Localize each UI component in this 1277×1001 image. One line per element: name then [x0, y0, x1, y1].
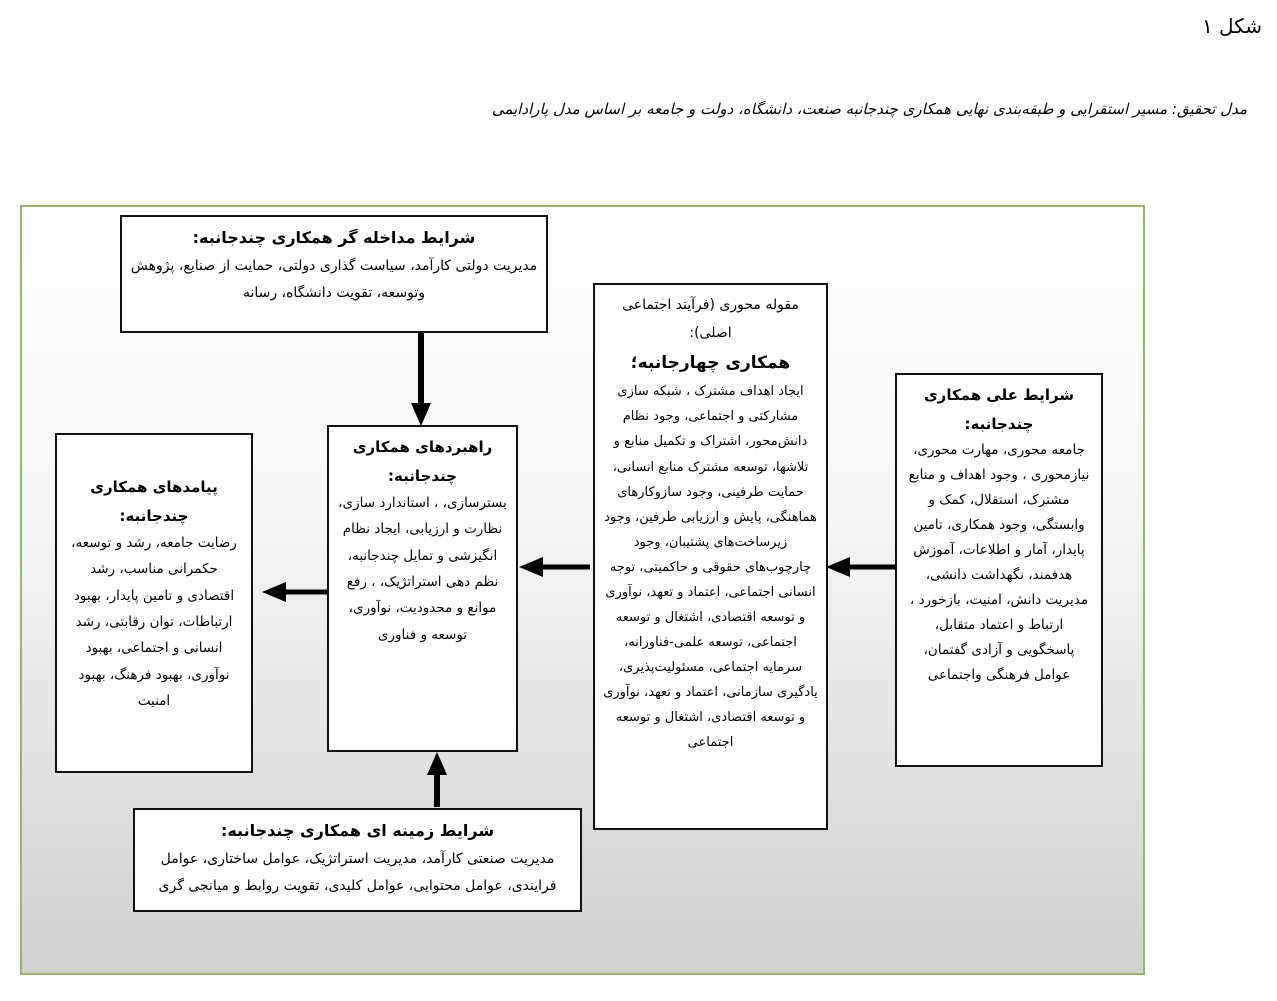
outcomes-title: پیامدهای همکاری چندجانبه:	[90, 478, 218, 525]
core-category-title: همکاری چهارجانبه؛	[630, 353, 791, 373]
diagram-container	[20, 205, 1145, 975]
arrow-intervening-to-strategies-icon	[411, 333, 431, 426]
contextual-conditions-title: شرایط زمینه ای همکاری چندجانبه:	[220, 821, 495, 840]
figure-caption: مدل تحقیق: مسیر استقرایی و طبقه‌بندی نهایی همکاری چندجانبه صنعت، دانشگاه، دولت و جامعه بر اساس مدل پارادایمی	[491, 100, 1247, 118]
core-category-heading: مقوله محوری (فرآیند اجتماعی اصلی):	[622, 297, 799, 341]
intervening-conditions-body: مدیریت دولتی کارآمد، سیاست گذاری دولتی، حمایت از صنایع، پژوهش وتوسعه، تقویت دانشگاه، رسانه	[130, 258, 538, 301]
box-causal-conditions	[895, 373, 1103, 767]
arrow-causal-to-core-icon	[826, 557, 897, 577]
strategies-body: بسترسازی، ، استاندارد سازی، نظارت و ارزیابی، ایجاد نظام انگیزشی و تمایل چندجانبه، نظم دهی استراتژیک، ، رفع موانع و محدودیت، نوآوری، توسعه و فناوری	[338, 495, 507, 643]
arrow-strategies-to-outcomes-icon	[262, 582, 327, 602]
contextual-conditions-body: مدیریت صنعتی کارآمد، مدیریت استراتژیک، عوامل ساختاری، عوامل فرایندی، عوامل محتوایی، عوامل کلیدی، تقویت روابط و میانجی گری	[158, 851, 557, 894]
box-contextual-conditions	[133, 808, 582, 912]
core-category-body: ایجاد اهداف مشترک ، شبکه سازی مشارکتی و اجتماعی، وجود نظام دانش‌محور، اشتراک و تکمیل منابع و تلاشها، توسعه مشترک منابع انسانی، حمایت طرفینی، وجود سازوکارهای هماهنگی، پایش و ارزیابی طرفین، وجود زیرساخت‌های پشتیبان، وجود چارچوب‌های حقوقی و حاکمیتی، توجه انسانی اجتماعی، اعتماد و تعهد، نوآوری و توسعه اقتصادی، اشتغال و توسعه اجتماعی، توسعه علمی-فناورانه، سرمایه اجتماعی، مسئولیت‌پذیری، یادگیری سازمانی، اعتماد و تعهد، نوآوری و توسعه اقتصادی، اشتغال و توسعه اجتماعی	[603, 384, 818, 751]
arrow-contextual-to-strategies-icon	[427, 752, 447, 807]
strategies-title: راهبردهای همکاری چندجانبه:	[352, 438, 493, 485]
causal-conditions-title: شرایط علی همکاری چندجانبه:	[923, 386, 1075, 433]
intervening-conditions-title: شرایط مداخله گر همکاری چندجانبه:	[192, 228, 476, 247]
box-outcomes	[55, 433, 253, 773]
box-intervening-conditions	[120, 215, 548, 333]
box-strategies	[327, 425, 518, 752]
arrow-core-to-strategies-icon	[519, 557, 590, 577]
causal-conditions-body: جامعه محوری، مهارت محوری، نیازمحوری ، وجود اهداف و منابع مشترک، استقلال، کمک و وابستگی، وجود همکاری، تامین پایدار، آمار و اطلاعات، آموزش هدفمند، نگهداشت دانشی، مدیریت دانش، امنیت، بازخورد ، ارتباط و اعتماد متقابل، پاسخگویی و آزادی گفتمان، عوامل فرهنگی واجتماعی	[908, 442, 1090, 683]
figure-label: شکل ۱	[1201, 14, 1262, 38]
box-core-category	[593, 283, 828, 830]
outcomes-body: رضایت جامعه، رشد و توسعه، حکمرانی مناسب، رشد اقتصادی و تامین پایدار، بهبود ارتباطات، توان رقابتی، رشد انسانی و اجتماعی، بهبود نوآوری، بهبود فرهنگ، بهبود امنیت	[71, 535, 237, 709]
